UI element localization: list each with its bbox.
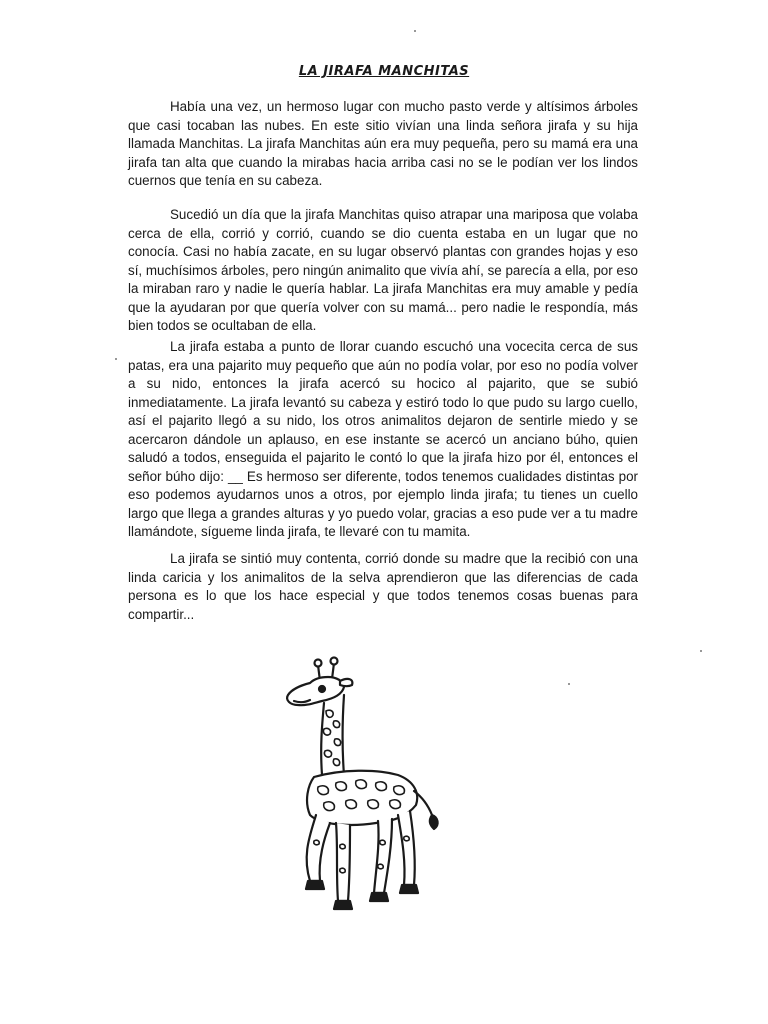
paragraph-4 — [128, 550, 638, 624]
scan-speck — [115, 358, 117, 360]
page-title: LA JIRAFA MANCHITAS — [298, 64, 470, 79]
giraffe-illustration — [280, 655, 450, 935]
paragraph-2 — [128, 206, 638, 336]
scan-speck — [700, 650, 702, 652]
paragraph-1-text: Había una vez, un hermoso lugar con mucho pasto verde y altísimos árboles que casi tocaban las nubes. En este sitio vivían una linda señora jirafa y su hija llamada Manchitas. La jirafa Manchitas aún era muy pequeña, pero su mamá era una jirafa tan alta que cuando la mirabas hacia arriba casi no se le podían ver los lindos cuernos que tenía en su cabeza. — [128, 99, 638, 188]
scan-speck — [414, 30, 416, 32]
paragraph-3 — [128, 338, 638, 542]
paragraph-4-text: La jirafa se sintió muy contenta, corrió donde su madre que la recibió con una linda caricia y los animalitos de la selva aprendieron que las diferencias de cada persona es lo que los hace especial y que todos tenemos cosas buenas para compartir... — [128, 551, 638, 622]
paragraph-2-text: Sucedió un día que la jirafa Manchitas quiso atrapar una mariposa que volaba cerca de ella, corrió y corrió, cuando se dio cuenta estaba en un lugar que no conocía. Casi no había zacate, en su lugar observó plantas con grandes hojas y eso sí, muchísimos árboles, pero ningún animalito que vivía ahí, se parecía a ella, por eso la miraban raro y nadie le quería hablar. La jirafa Manchitas era muy amable y pedía que la ayudaran por que quería volver con su mamá... pero nadie le respondía, más bien todos se ocultaban de ella. — [128, 207, 638, 333]
paragraph-1 — [128, 98, 638, 191]
scan-speck — [568, 683, 570, 685]
paragraph-3-text: La jirafa estaba a punto de llorar cuando escuchó una vocecita cerca de sus patas, era una pajarito muy pequeño que aún no podía volar, por eso no podía volver a su nido, entonces la jirafa acercó su hocico al pajarito, que se subió inmediatamente. La jirafa levantó su cabeza y estiró todo lo que pudo su largo cuello, así el pajarito llegó a su nido, los otros animalitos dejaron de sentirle miedo y se acercaron dándole un aplauso, en ese instante se acercó un anciano búho, quien saludó a todos, enseguida el pajarito le contó lo que la jirafa hizo por él, entonces el señor búho dijo: __ Es hermoso ser diferente, todos tenemos cualidades distintas por eso podemos ayudarnos unos a otros, por ejemplo linda jirafa; tu tienes un cuello largo que llega a grandes alturas y yo puedo volar, gracias a eso pude ver a tu madre llamándote, sígueme linda jirafa, te llevaré con tu mamita. — [128, 339, 638, 539]
